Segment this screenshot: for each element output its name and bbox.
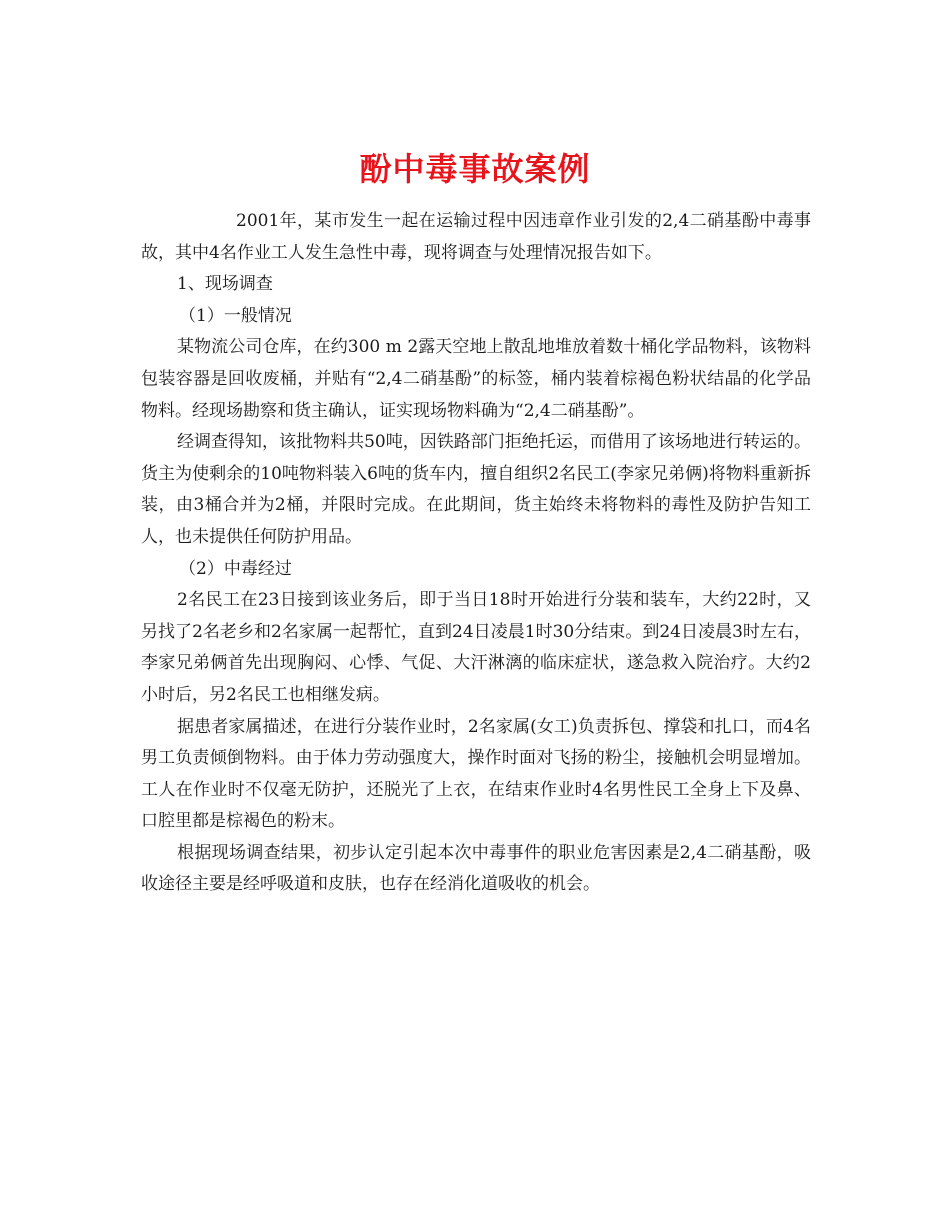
intro-paragraph: 2001年，某市发生一起在运输过程中因违章作业引发的2,4二硝基酚中毒事故，其中4名作业工人发生急性中毒，现将调查与处理情况报告如下。 — [141, 211, 811, 263]
paragraph-investigation: 经调查得知，该批物料共50吨，因铁路部门拒绝托运，而借用了该场地进行转运的。货主为使剩余的10吨物料装入6吨的货车内，擅自组织2名民工(李家兄弟俩)将物料重新拆装，由3桶合并为2桶，并限时完成。在此期间，货主始终未将物料的毒性及防护告知工人，也未提供任何防护用品。 — [141, 432, 811, 547]
section-heading-site-investigation: 1、现场调查 — [177, 274, 273, 295]
paragraph-conclusion: 根据现场调查结果，初步认定引起本次中毒事件的职业危害因素是2,4二硝基酚，吸收途径主要是经呼吸道和皮肤，也存在经消化道吸收的机会。 — [141, 842, 811, 895]
paragraph-poisoning-process: 2名民工在23日接到该业务后，即于当日18时开始进行分装和装车，大约22时，又另找了2名老乡和2名家属一起帮忙，直到24日凌晨1时30分结束。到24日凌晨3时左右，李家兄弟俩首先出现胸闷、心悸、气促、大汗淋漓的临床症状，遂急救入院治疗。大约2小时后，另2名民工也相继发病。 — [141, 590, 811, 705]
document-body — [141, 206, 811, 901]
subsection-heading-general: （1）一般情况 — [179, 305, 292, 326]
document-title: 酚中毒事故案例 — [359, 150, 591, 189]
paragraph-family-description: 据患者家属描述，在进行分装作业时，2名家属(女工)负责拆包、撑袋和扎口，而4名男工负责倾倒物料。由于体力劳动强度大，操作时面对飞扬的粉尘，接触机会明显增加。工人在作业时不仅毫无防护，还脱光了上衣，在结束作业时4名男性民工全身上下及鼻、口腔里都是棕褐色的粉末。 — [141, 716, 811, 832]
subsection-heading-poisoning: （2）中毒经过 — [179, 558, 292, 579]
paragraph-warehouse: 某物流公司仓库，在约300 m 2露天空地上散乱地堆放着数十桶化学品物料，该物料包装容器是回收废桶，并贴有“2,4二硝基酚”的标签，桶内装着棕褐色粉状结晶的化学品物料。经现场勘察和货主确认，证实现场物料确为“2,4二硝基酚”。 — [141, 337, 811, 421]
